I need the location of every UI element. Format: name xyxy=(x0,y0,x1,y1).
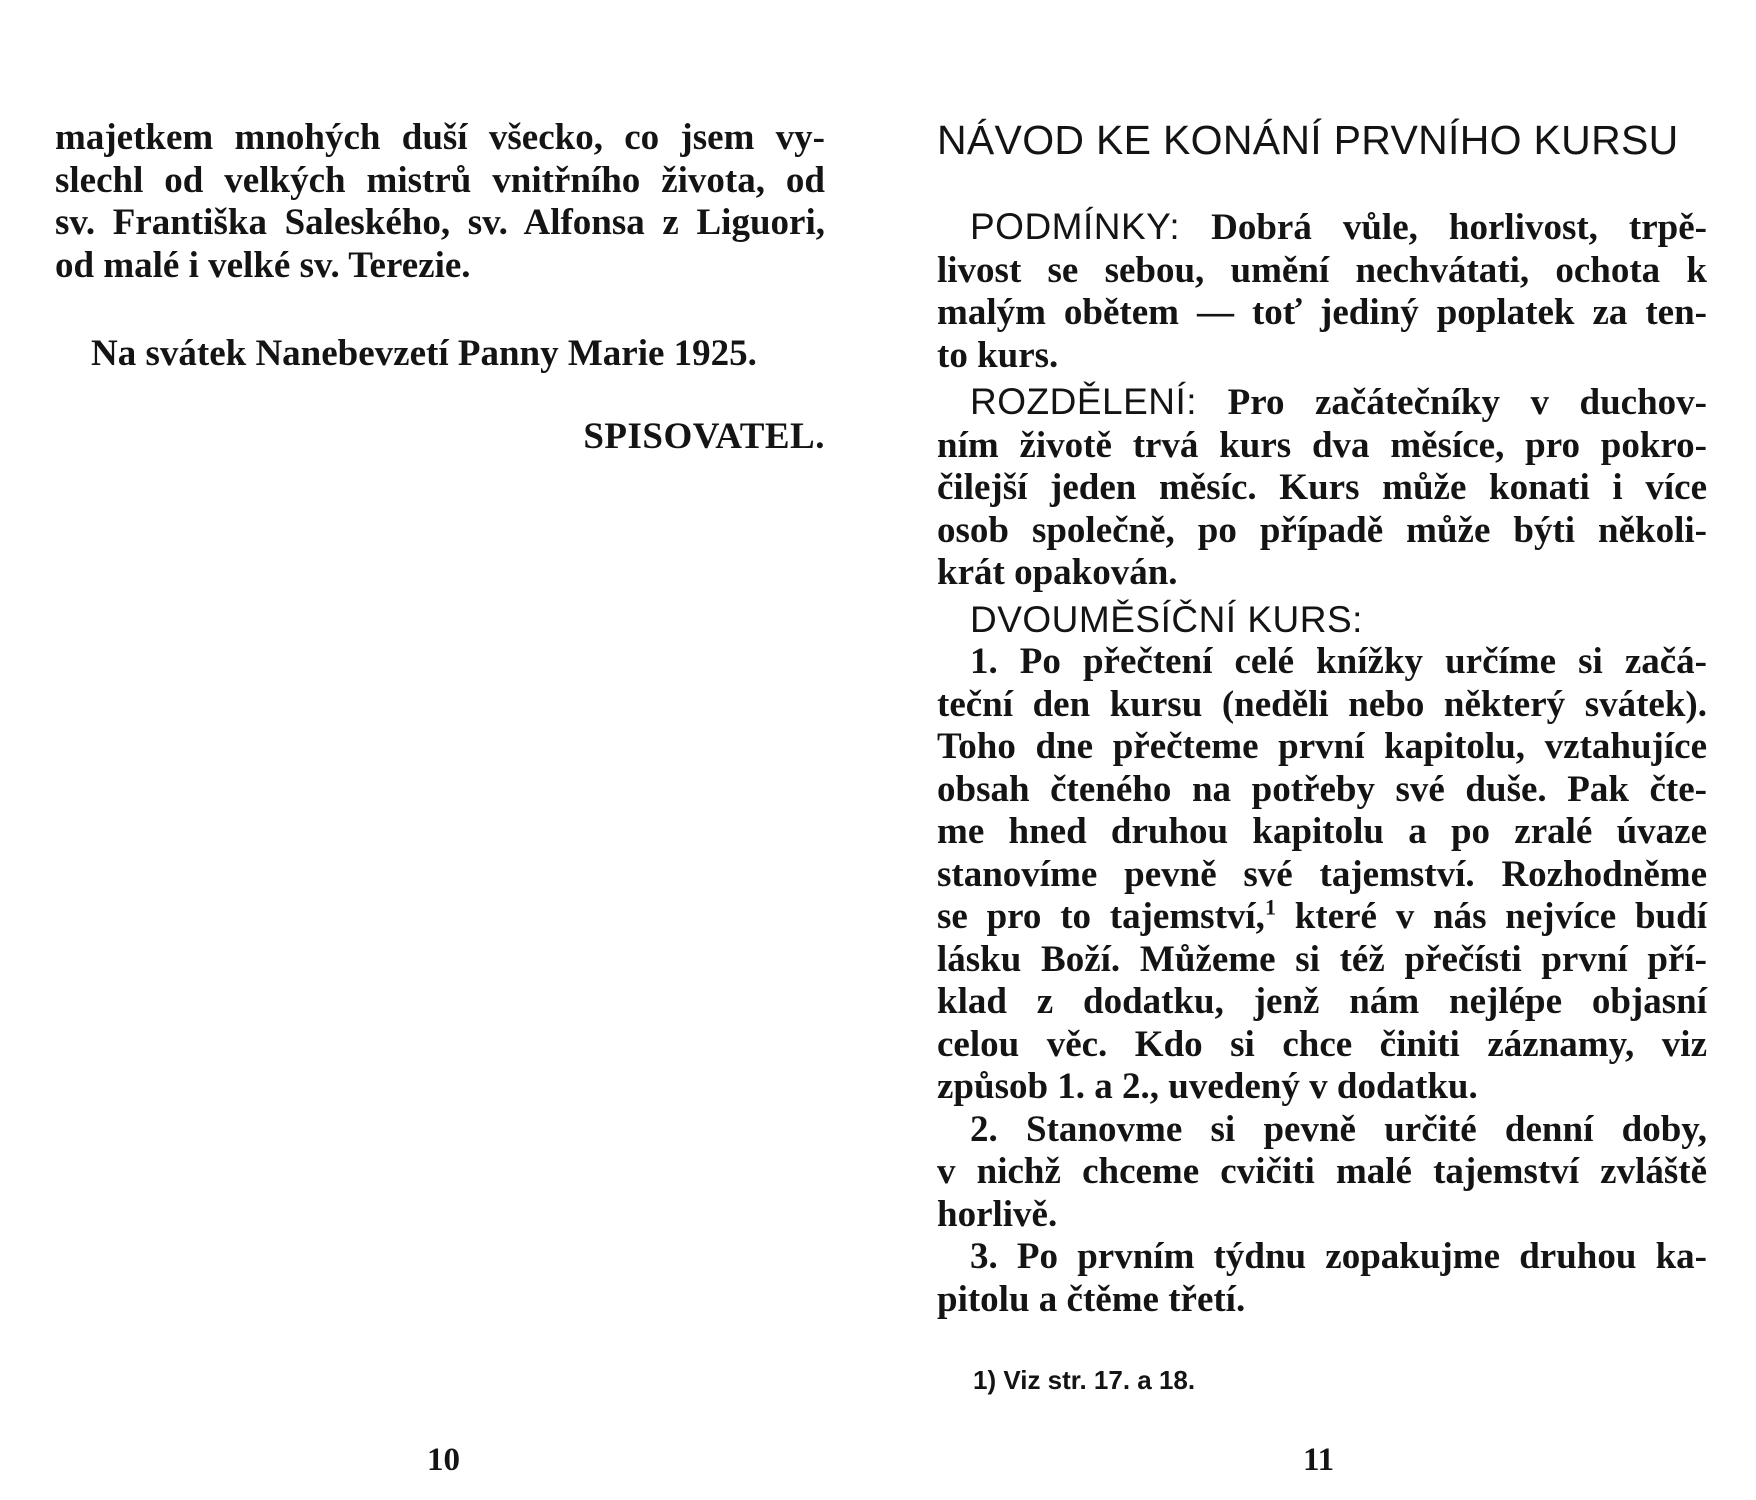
page-number: 11 xyxy=(1303,1442,1335,1478)
section-heading-dvoumesicni: DVOUMĚSÍČNÍ KURS: xyxy=(970,598,1363,640)
text-line: obsah čteného na potřeby své duše. Pak čte- xyxy=(937,768,1707,810)
text-line: me hned druhou kapitolu a po zralé úvaze xyxy=(937,811,1707,852)
text-line: způsob 1. a 2., uvedený v dodatku. xyxy=(937,1066,1478,1107)
text-line: od malé i velké sv. Terezie. xyxy=(55,244,471,286)
signature: SPISOVATEL. xyxy=(583,416,825,457)
left-page xyxy=(55,0,825,1500)
podminky-label: PODMÍNKY: xyxy=(970,206,1181,247)
rozdeleni-first-rest: Pro začátečníky v duchov- xyxy=(1227,382,1707,423)
item-2-first-line: 2. Stanovme si pevně určité denní doby, xyxy=(970,1108,1707,1150)
text-line: malým obětem — toť jediný poplatek za ten- xyxy=(937,292,1707,333)
text-line: celou věc. Kdo si chce činiti záznamy, viz xyxy=(937,1023,1707,1065)
right-page xyxy=(937,0,1707,1500)
text-line: osob společně, po případě může býti několi- xyxy=(937,509,1707,551)
footnote: 1) Viz str. 17. a 18. xyxy=(973,1365,1196,1395)
text-line: krát opakován. xyxy=(937,552,1178,593)
chapter-heading: NÁVOD KE KONÁNÍ PRVNÍHO KURSU xyxy=(937,117,1679,163)
text-line: pitolu a čtěme třetí. xyxy=(937,1278,1246,1320)
text-line: teční den kursu (neděli nebo některý svátek). xyxy=(937,683,1707,725)
text-line: to kurs. xyxy=(937,334,1059,376)
text-line: stanovíme pevně své tajemství. Rozhodněme xyxy=(937,853,1707,895)
podminky-first-line xyxy=(937,206,1707,250)
text-line: horlivě. xyxy=(937,1193,1058,1235)
podminky-first-rest: Dobrá vůle, horlivost, trpě- xyxy=(1211,207,1707,248)
item-1-first-line: 1. Po přečtení celé knížky určíme si začá- xyxy=(970,641,1707,682)
right-body xyxy=(937,206,1707,1321)
text-line: slechl od velkých mistrů vnitřního života, od xyxy=(55,159,825,201)
page-number: 10 xyxy=(427,1442,460,1478)
text-line: livost se sebou, umění nechvátati, ochota k xyxy=(937,249,1707,291)
footnote-ref-line xyxy=(937,896,1707,939)
text-line: Toho dne přečteme první kapitolu, vztahujíce xyxy=(937,726,1707,767)
text-line: sv. Františka Saleského, sv. Alfonsa z Liguori, xyxy=(55,202,825,243)
text-line: ním životě trvá kurs dva měsíce, pro pokro- xyxy=(937,424,1707,466)
footnote-ref-after: které v nás nejvíce budí xyxy=(1276,896,1707,937)
footnote-marker: 1 xyxy=(1264,894,1277,920)
text-line: lásku Boží. Můžeme si též přečísti první pří- xyxy=(937,938,1707,980)
text-line: v nichž chceme cvičiti malé tajemství zvláště xyxy=(937,1151,1707,1192)
left-paragraph xyxy=(55,117,825,287)
dedication: Na svátek Nanebevzetí Panny Marie 1925. xyxy=(91,333,757,374)
text-line: klad z dodatku, jenž nám nejlépe objasní xyxy=(937,981,1707,1022)
rozdeleni-label: ROZDĚLENÍ: xyxy=(970,381,1198,422)
item-3-first-line: 3. Po prvním týdnu zopakujme druhou ka- xyxy=(970,1236,1707,1277)
footnote-ref-before: se pro to tajemství, xyxy=(937,896,1265,937)
text-line: čilejší jeden měsíc. Kurs může konati i více xyxy=(937,467,1707,508)
rozdeleni-first-line xyxy=(937,381,1707,425)
text-line: majetkem mnohých duší všecko, co jsem vy- xyxy=(55,117,825,158)
